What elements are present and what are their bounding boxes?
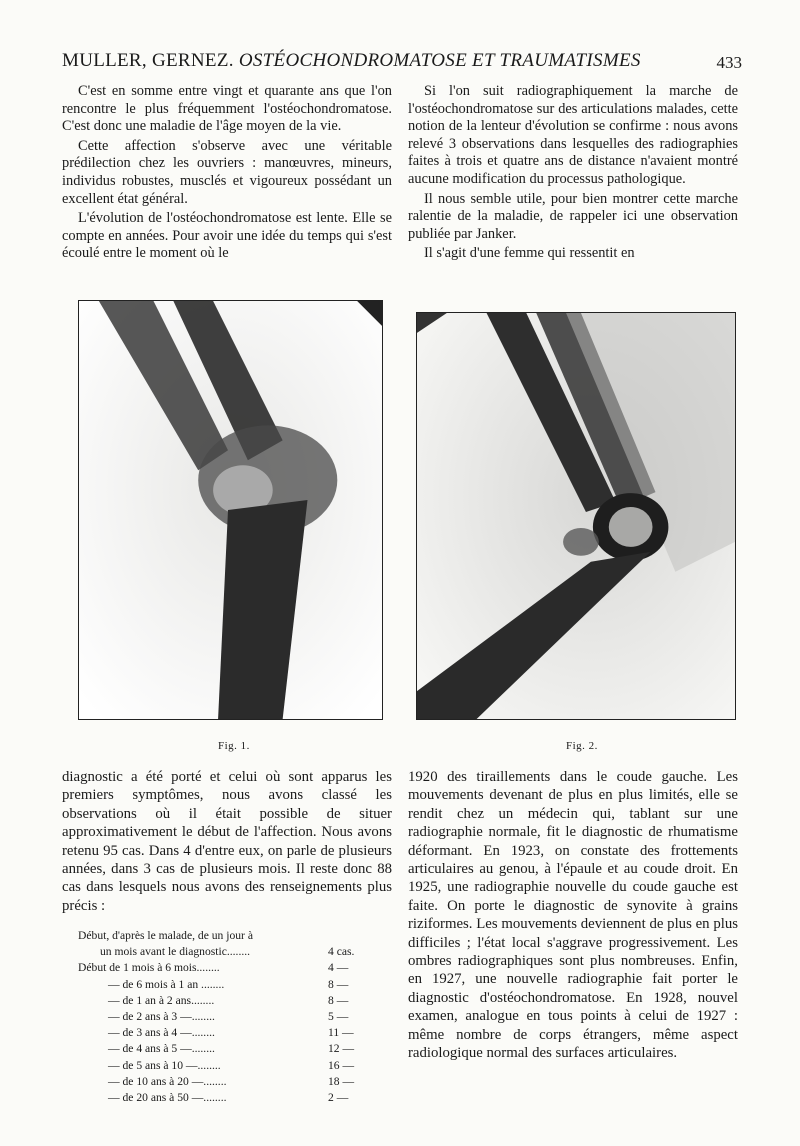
table-row: [78, 1025, 378, 1041]
row-label: — de 1 an à 2 ans........: [108, 993, 215, 1007]
paragraph: diagnostic a été porté et celui où sont apparus les premiers symptômes, nous avons classé les observations où il était possible de situer approximativement le début de l'affection. Nous avons retenu 95 cas. Dans 4 d'entre eux, on parle de plusieurs années, dans 3 cas de plusieurs mois. Il reste donc 88 cas dans lesquels nous avons des renseignements plus précis :: [62, 769, 392, 914]
figure-2-caption: Fig. 2.: [566, 740, 598, 752]
elbow-xray-1-image: [79, 301, 382, 719]
table-row: [78, 1009, 378, 1025]
figure-2-radiograph: [416, 312, 736, 720]
table-row: [78, 1058, 378, 1074]
row-count: 11 —: [328, 1026, 354, 1040]
column-top-left: [62, 83, 392, 265]
paragraph: 1920 des tiraillements dans le coude gauche. Les mouvements devenant de plus en plus limités, elle se rendit chez un médecin qui, tablant sur une radiographie normale, fit le diagnostic de rhumatisme déformant. En 1923, on constate des frottements articulaires au genou, à l'épaule et au coude droit. En 1925, une radiographie nouvelle du coude gauche est faite. On porte le diagnostic de synovite à grains riziformes. Les mouvements deviennent de plus en plus difficiles ; l'état local s'aggrave progressivement. Les ombres radiographiques sont plus nombreuses. Enfin, en 1927, une nouvelle radiographie fait porter le diagnostic d'ostéochondromatose. En 1928, nouvel examen, analogue en tous points à celui de 1927 : même nombre de corps étrangers, même aspect radiologique normal des surfaces articulaires.: [408, 769, 738, 1062]
row-label: Début, d'après le malade, de un jour à: [78, 929, 253, 942]
figure-1-radiograph: [78, 300, 383, 720]
table-row: [78, 928, 378, 944]
header-title: OSTÉOCHONDROMATOSE ET TRAUMATISMES: [238, 50, 641, 71]
row-count: 4 —: [328, 961, 349, 975]
table-row: [78, 977, 378, 993]
column-bottom-right: [408, 768, 738, 1065]
row-label: — de 2 ans à 3 —........: [108, 1009, 215, 1023]
row-count: 5 —: [328, 1009, 349, 1023]
figure-1-caption: Fig. 1.: [218, 740, 250, 752]
table-row: [78, 944, 378, 960]
row-label: un mois avant le diagnostic........: [100, 945, 251, 959]
row-count: 18 —: [328, 1074, 355, 1088]
paragraph: Il s'agit d'une femme qui ressentit en: [424, 245, 635, 262]
row-label: — de 4 ans à 5 —........: [108, 1042, 215, 1056]
table-row: [78, 960, 378, 976]
table-row: [78, 1041, 378, 1057]
column-bottom-left: [62, 768, 392, 917]
running-header: [62, 50, 742, 76]
row-label: Début de 1 mois à 6 mois........: [78, 961, 220, 975]
paragraph: Si l'on suit radiographiquement la marche de l'ostéochondromatose sur des articulations malades, cette notion de la lenteur d'évolution se confirme : nous avons relevé 3 observations dans lesquelles des radiographies faites à trois et quatre ans de distance n'avaient montré aucune modification du processus pathologique.: [408, 83, 738, 187]
row-label: — de 20 ans à 50 —........: [108, 1090, 227, 1104]
paragraph: C'est en somme entre vingt et quarante ans que l'on rencontre le plus fréquemment l'ostéochondromatose. C'est donc une maladie de l'âge moyen de la vie.: [62, 83, 392, 135]
row-count: 2 —: [328, 1090, 349, 1104]
row-count: 8 —: [328, 977, 349, 991]
row-label: — de 6 mois à 1 an ........: [108, 977, 225, 991]
delay-distribution-table: [78, 928, 378, 1106]
table-row: [78, 993, 378, 1009]
paragraph: Cette affection s'observe avec une véritable prédilection chez les ouvriers : manœuvres, mineurs, individus robustes, musclés et vigoureux possédant un excellent état général.: [62, 137, 392, 207]
table-row: [78, 1074, 378, 1090]
running-title: [62, 50, 641, 72]
row-label: — de 5 ans à 10 —........: [108, 1058, 221, 1072]
column-top-right: [408, 83, 738, 265]
paragraph: Il nous semble utile, pour bien montrer cette marche ralentie de la maladie, de rappeler ici une observation publiée par Janker.: [408, 190, 738, 242]
page-number: 433: [716, 53, 742, 72]
row-label: — de 3 ans à 4 —........: [108, 1026, 215, 1040]
row-count: 16 —: [328, 1058, 355, 1072]
paragraph: L'évolution de l'ostéochondromatose est lente. Elle se compte en années. Pour avoir une idée du temps qui s'est écoulé entre le moment où le: [62, 210, 392, 262]
row-count: 12 —: [328, 1042, 355, 1056]
row-count: 4 cas.: [328, 945, 355, 959]
table-row: [78, 1090, 378, 1106]
elbow-xray-2-image: [417, 313, 735, 719]
row-label: — de 10 ans à 20 —........: [108, 1074, 227, 1088]
row-count: 8 —: [328, 993, 349, 1007]
header-authors: MULLER, GERNEZ.: [62, 50, 234, 71]
